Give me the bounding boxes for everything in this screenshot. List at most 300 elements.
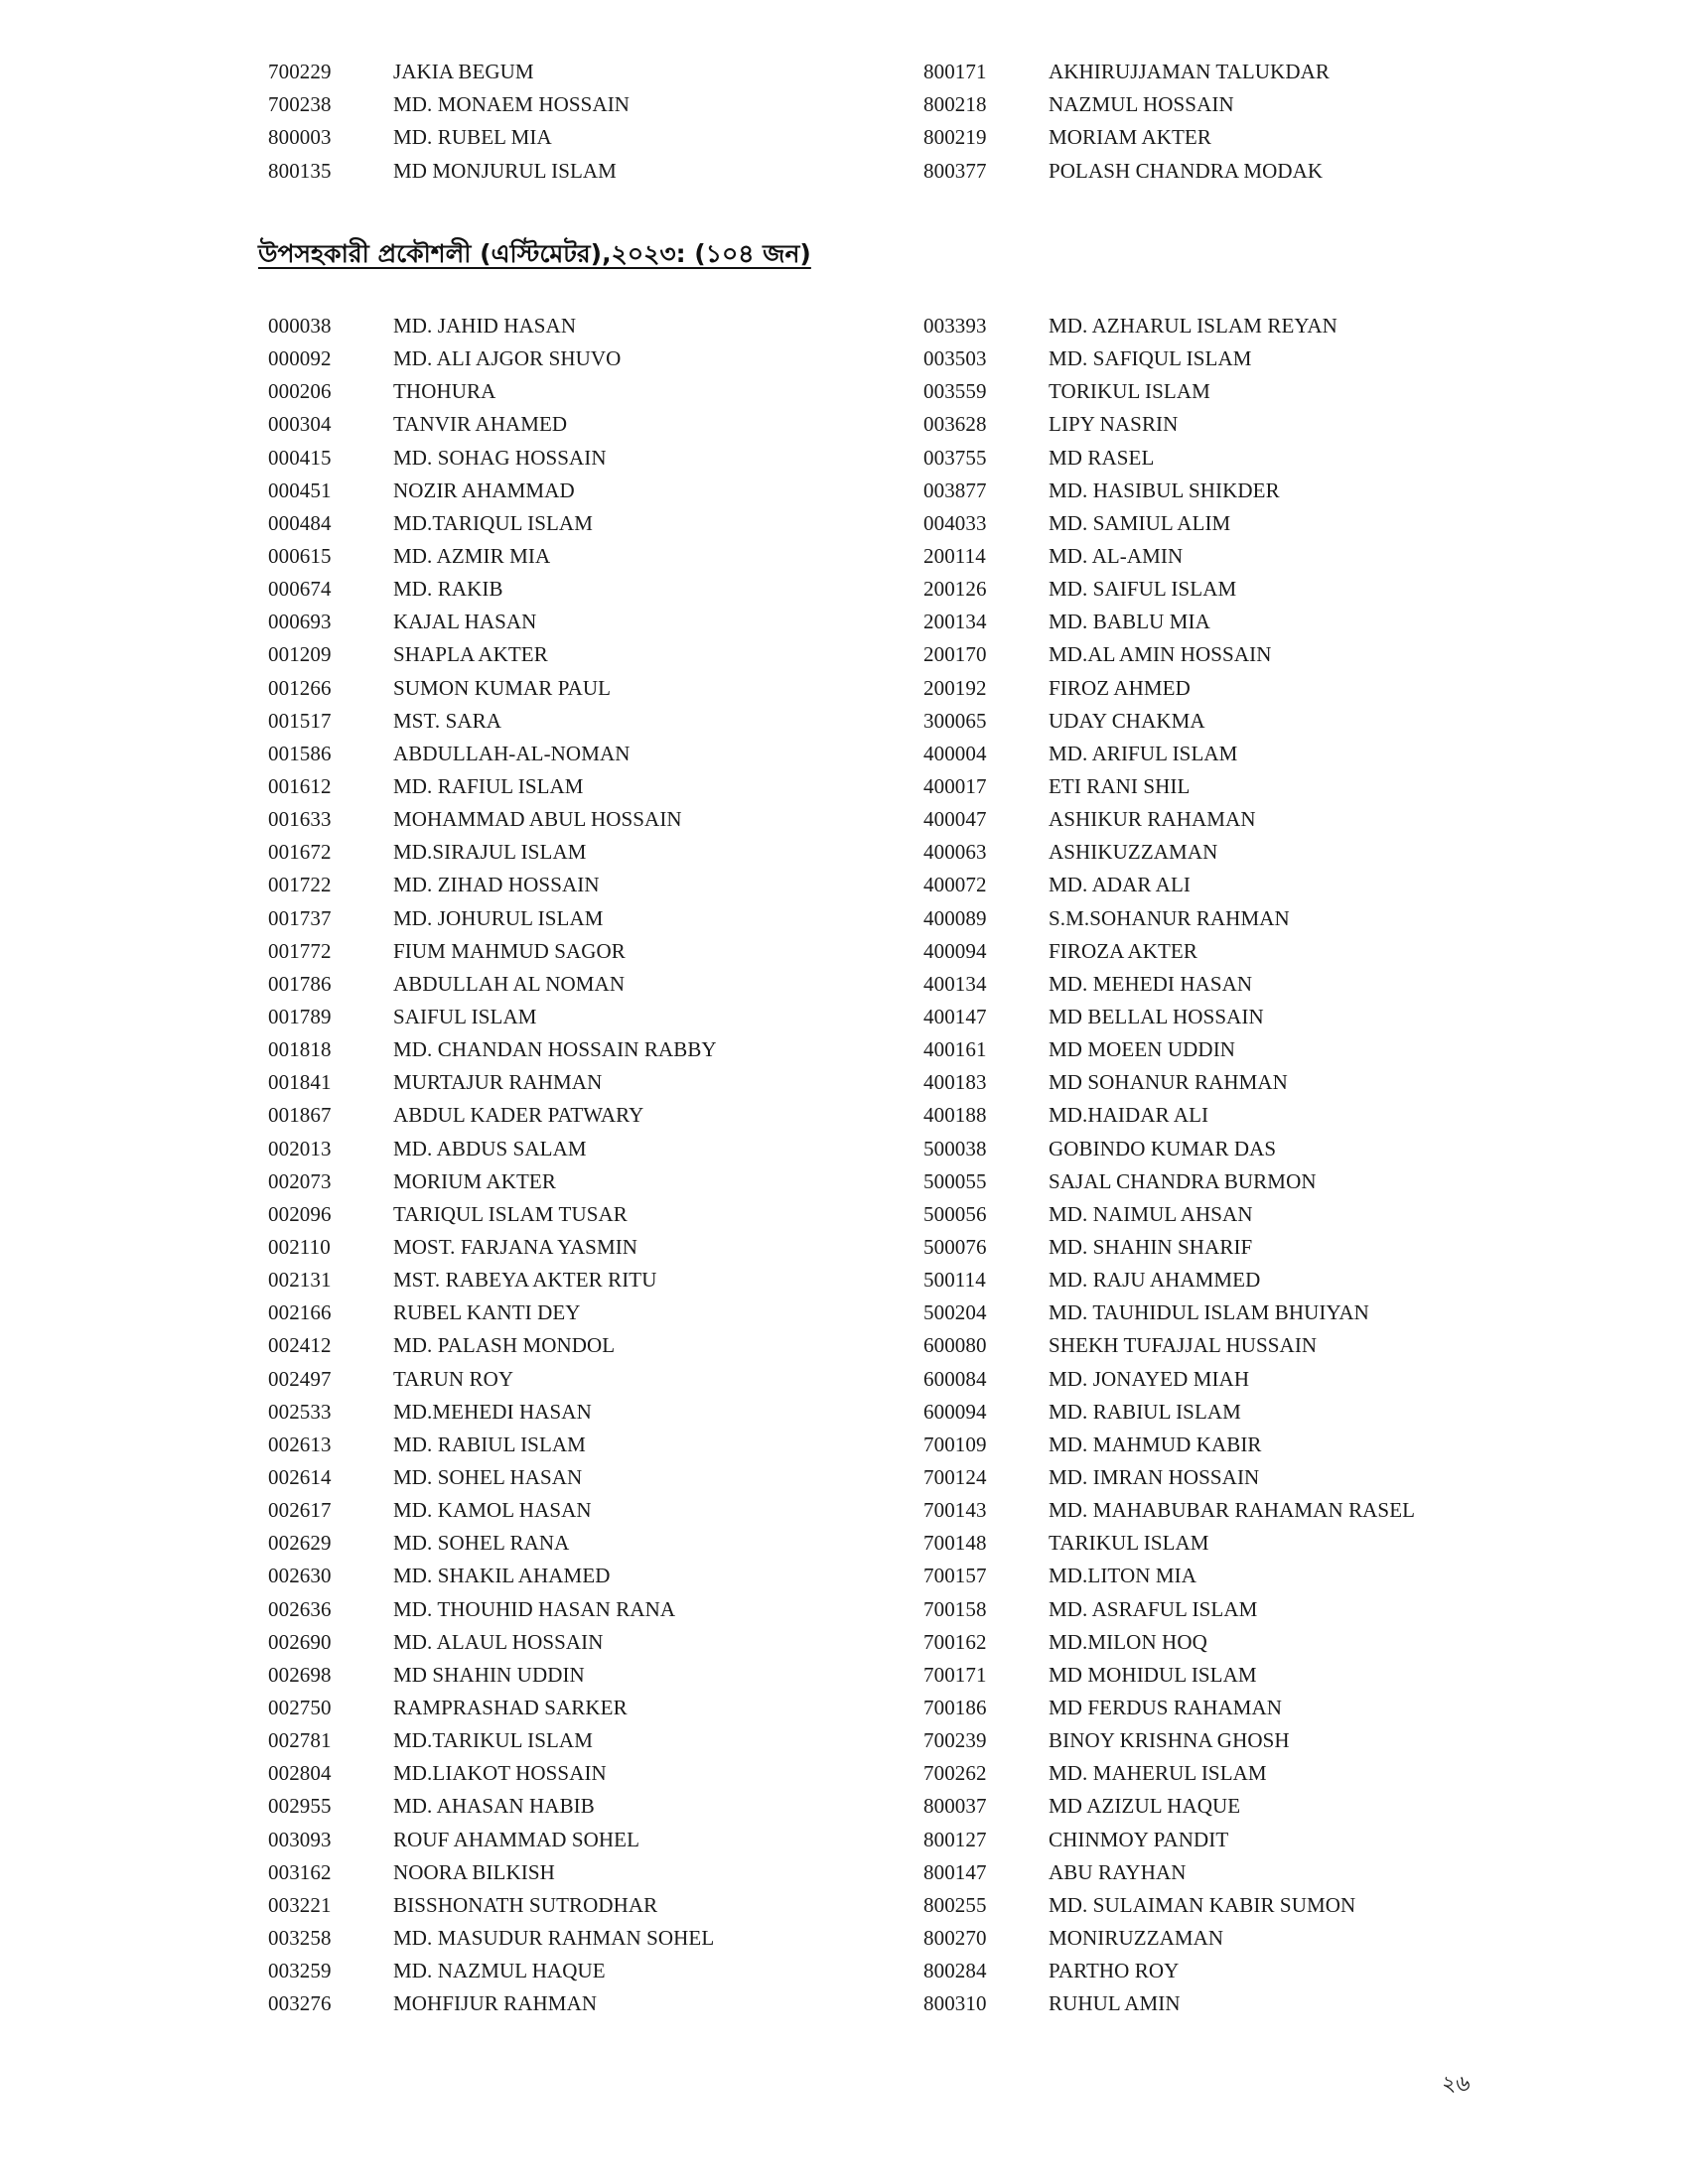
list-item (923, 1396, 1460, 1429)
list-item (268, 1527, 923, 1560)
roll-number: 000674 (268, 577, 332, 602)
roll-number: 400147 (923, 1005, 987, 1029)
candidate-name: NOORA BILKISH (393, 1859, 555, 1884)
list-item (923, 1659, 1460, 1692)
roll-number: 002412 (268, 1333, 332, 1358)
candidate-name: TARIKUL ISLAM (1049, 1531, 1209, 1556)
roll-number: 001633 (268, 807, 332, 832)
roll-number: 002073 (268, 1168, 332, 1193)
list-item (923, 672, 1460, 705)
candidate-name: MD AZIZUL HAQUE (1049, 1794, 1241, 1819)
candidate-name: JAKIA BEGUM (393, 60, 534, 84)
roll-number: 000304 (268, 412, 332, 437)
candidate-name: MD. MASUDUR RAHMAN SOHEL (393, 1925, 715, 1950)
roll-number: 500114 (923, 1268, 986, 1293)
list-item (268, 1033, 923, 1066)
candidate-name: MD. AHASAN HABIB (393, 1794, 595, 1819)
candidate-name: SAJAL CHANDRA BURMON (1049, 1168, 1317, 1193)
roll-number: 400089 (923, 905, 987, 930)
roll-number: 001789 (268, 1005, 332, 1029)
roll-number: 800219 (923, 125, 987, 150)
roll-number: 200134 (923, 610, 987, 634)
roll-number: 001672 (268, 840, 332, 865)
list-item (923, 121, 1460, 154)
roll-number: 200114 (923, 544, 986, 569)
roll-number: 000206 (268, 379, 332, 404)
roll-number: 500056 (923, 1201, 987, 1226)
list-item (268, 1066, 923, 1099)
list-item (268, 507, 923, 540)
list-item (268, 1659, 923, 1692)
candidate-name: FIROZA AKTER (1049, 938, 1197, 963)
roll-number: 002955 (268, 1794, 332, 1819)
list-item (923, 1033, 1460, 1066)
candidate-name: MD. SAFIQUL ISLAM (1049, 346, 1252, 371)
list-item (923, 935, 1460, 968)
roll-number: 200192 (923, 675, 987, 700)
list-item (268, 672, 923, 705)
list-item (923, 1560, 1460, 1592)
candidate-name: MST. RABEYA AKTER RITU (393, 1268, 657, 1293)
candidate-name: KAJAL HASAN (393, 610, 537, 634)
candidate-name: MD SOHANUR RAHMAN (1049, 1070, 1288, 1095)
roll-number: 700148 (923, 1531, 987, 1556)
roll-number: 000615 (268, 544, 332, 569)
list-item (923, 1626, 1460, 1659)
candidate-name: MURTAJUR RAHMAN (393, 1070, 603, 1095)
list-item (923, 507, 1460, 540)
candidate-name: MD. MEHEDI HASAN (1049, 971, 1253, 996)
list-item (923, 1494, 1460, 1527)
candidate-name: MD. PALASH MONDOL (393, 1333, 616, 1358)
roll-number: 700239 (923, 1728, 987, 1753)
list-item (923, 902, 1460, 935)
list-item (268, 1560, 923, 1592)
list-item (268, 902, 923, 935)
list-item (268, 310, 923, 342)
roll-number: 002781 (268, 1728, 332, 1753)
candidate-name: MD. SAIFUL ISLAM (1049, 577, 1237, 602)
roll-number: 800147 (923, 1859, 987, 1884)
candidate-name: GOBINDO KUMAR DAS (1049, 1136, 1277, 1160)
list-item (923, 408, 1460, 441)
list-item (268, 935, 923, 968)
list-item (268, 869, 923, 901)
list-item (268, 375, 923, 408)
candidate-name: MORIUM AKTER (393, 1168, 556, 1193)
candidate-name: MD. HASIBUL SHIKDER (1049, 478, 1280, 502)
list-item (923, 342, 1460, 375)
candidate-name: MD. SULAIMAN KABIR SUMON (1049, 1892, 1356, 1917)
candidate-name: MD.HAIDAR ALI (1049, 1103, 1209, 1128)
list-item (268, 342, 923, 375)
candidate-name: SHAPLA AKTER (393, 642, 548, 667)
roll-number: 003393 (923, 314, 987, 339)
list-column-left (268, 56, 923, 188)
list-item (923, 1790, 1460, 1823)
list-item (923, 738, 1460, 770)
roll-number: 002629 (268, 1531, 332, 1556)
roll-number: 800284 (923, 1959, 987, 1983)
candidate-name: MD.SIRAJUL ISLAM (393, 840, 587, 865)
candidate-name: MD. SOHAG HOSSAIN (393, 445, 607, 470)
roll-number: 002636 (268, 1596, 332, 1621)
list-item (268, 1329, 923, 1362)
candidate-name: BISSHONATH SUTRODHAR (393, 1892, 658, 1917)
candidate-name: MD. ZIHAD HOSSAIN (393, 873, 600, 897)
list-item (268, 803, 923, 836)
roll-number: 003093 (268, 1827, 332, 1851)
list-item (268, 1264, 923, 1297)
list-item (268, 88, 923, 121)
roll-number: 700238 (268, 92, 332, 117)
list-item (923, 1231, 1460, 1264)
candidate-name: MD. RUBEL MIA (393, 125, 552, 150)
candidate-name: MST. SARA (393, 708, 502, 733)
list-item (268, 1724, 923, 1757)
list-item (923, 1297, 1460, 1329)
candidate-name: AKHIRUJJAMAN TALUKDAR (1049, 60, 1330, 84)
list-item (923, 375, 1460, 408)
list-item (923, 705, 1460, 738)
list-item (268, 1297, 923, 1329)
roll-number: 002804 (268, 1761, 332, 1786)
list-item (923, 1363, 1460, 1396)
candidate-name: MD SHAHIN UDDIN (393, 1662, 585, 1687)
candidate-name: MD. THOUHID HASAN RANA (393, 1596, 676, 1621)
candidate-name: MD. JAHID HASAN (393, 314, 577, 339)
candidate-name: LIPY NASRIN (1049, 412, 1179, 437)
list-item (923, 1592, 1460, 1625)
list-item (268, 1790, 923, 1823)
list-item (923, 836, 1460, 869)
candidate-name: MD BELLAL HOSSAIN (1049, 1005, 1264, 1029)
list-item (268, 1592, 923, 1625)
roll-number: 500076 (923, 1235, 987, 1259)
list-item (923, 1856, 1460, 1889)
candidate-name: FIROZ AHMED (1049, 675, 1191, 700)
roll-number: 500055 (923, 1168, 987, 1193)
roll-number: 001737 (268, 905, 332, 930)
list-item (268, 1955, 923, 1987)
candidate-name: MD FERDUS RAHAMAN (1049, 1695, 1283, 1719)
list-item (923, 1527, 1460, 1560)
candidate-name: MD. MAHABUBAR RAHAMAN RASEL (1049, 1498, 1416, 1523)
candidate-name: MD.MILON HOQ (1049, 1629, 1207, 1654)
candidate-name: MOHAMMAD ABUL HOSSAIN (393, 807, 682, 832)
candidate-name: TARIQUL ISLAM TUSAR (393, 1201, 628, 1226)
list-item (923, 1133, 1460, 1165)
candidate-list (268, 310, 1460, 2020)
list-item (268, 442, 923, 475)
candidate-name: RUHUL AMIN (1049, 1991, 1181, 2016)
roll-number: 700262 (923, 1761, 987, 1786)
roll-number: 200170 (923, 642, 987, 667)
roll-number: 700162 (923, 1629, 987, 1654)
candidate-name: MD. NAZMUL HAQUE (393, 1959, 606, 1983)
candidate-name: MD. RABIUL ISLAM (393, 1432, 586, 1456)
candidate-name: MD. AZHARUL ISLAM REYAN (1049, 314, 1337, 339)
list-item (923, 968, 1460, 1001)
roll-number: 003877 (923, 478, 987, 502)
candidate-name: MD. AZMIR MIA (393, 544, 551, 569)
roll-number: 001786 (268, 971, 332, 996)
roll-number: 400047 (923, 807, 987, 832)
candidate-name: MD. TAUHIDUL ISLAM BHUIYAN (1049, 1300, 1369, 1325)
list-item (268, 1494, 923, 1527)
roll-number: 400161 (923, 1037, 987, 1062)
list-item (923, 1264, 1460, 1297)
roll-number: 002617 (268, 1498, 332, 1523)
list-item (923, 88, 1460, 121)
roll-number: 400017 (923, 774, 987, 799)
candidate-name: MD MONJURUL ISLAM (393, 158, 617, 183)
list-item (923, 1889, 1460, 1922)
roll-number: 700109 (923, 1432, 987, 1456)
roll-number: 500204 (923, 1300, 987, 1325)
roll-number: 001266 (268, 675, 332, 700)
list-item (923, 1099, 1460, 1132)
candidate-name: NOZIR AHAMMAD (393, 478, 575, 502)
candidate-name: MD. JONAYED MIAH (1049, 1366, 1250, 1391)
list-item (923, 1757, 1460, 1790)
candidate-name: ABU RAYHAN (1049, 1859, 1187, 1884)
candidate-name: RUBEL KANTI DEY (393, 1300, 581, 1325)
list-item (268, 155, 923, 188)
candidate-name: MD. KAMOL HASAN (393, 1498, 592, 1523)
roll-number: 000415 (268, 445, 332, 470)
list-item (923, 1823, 1460, 1855)
roll-number: 001209 (268, 642, 332, 667)
candidate-name: MD MOHIDUL ISLAM (1049, 1662, 1257, 1687)
candidate-name: MD. IMRAN HOSSAIN (1049, 1464, 1260, 1489)
roll-number: 004033 (923, 510, 987, 535)
list-item (268, 738, 923, 770)
roll-number: 700124 (923, 1464, 987, 1489)
roll-number: 003221 (268, 1892, 332, 1917)
candidate-name: TARUN ROY (393, 1366, 514, 1391)
candidate-name: MD. RAJU AHAMMED (1049, 1268, 1261, 1293)
roll-number: 001517 (268, 708, 332, 733)
list-item (268, 1363, 923, 1396)
roll-number: 000092 (268, 346, 332, 371)
list-item (923, 56, 1460, 88)
roll-number: 600094 (923, 1399, 987, 1424)
list-item (268, 836, 923, 869)
roll-number: 500038 (923, 1136, 987, 1160)
candidate-name: MD. NAIMUL AHSAN (1049, 1201, 1253, 1226)
candidate-name: MD. RABIUL ISLAM (1049, 1399, 1241, 1424)
roll-number: 001612 (268, 774, 332, 799)
candidate-name: TANVIR AHAMED (393, 412, 568, 437)
candidate-name: MD. SOHEL HASAN (393, 1464, 583, 1489)
roll-number: 300065 (923, 708, 987, 733)
candidate-name: RAMPRASHAD SARKER (393, 1695, 628, 1719)
roll-number: 000484 (268, 510, 332, 535)
roll-number: 002497 (268, 1366, 332, 1391)
list-column-right (923, 310, 1460, 2020)
roll-number: 001841 (268, 1070, 332, 1095)
list-item (268, 1987, 923, 2020)
list-item (923, 1429, 1460, 1461)
roll-number: 800218 (923, 92, 987, 117)
candidate-name: MD RASEL (1049, 445, 1155, 470)
candidate-name: UDAY CHAKMA (1049, 708, 1205, 733)
candidate-name: ABDULLAH AL NOMAN (393, 971, 626, 996)
list-item (268, 606, 923, 638)
candidate-name: FIUM MAHMUD SAGOR (393, 938, 626, 963)
roll-number: 200126 (923, 577, 987, 602)
candidate-name: MD.LITON MIA (1049, 1564, 1196, 1588)
candidate-name: SHEKH TUFAJJAL HUSSAIN (1049, 1333, 1318, 1358)
roll-number: 003276 (268, 1991, 332, 2016)
list-item (268, 1396, 923, 1429)
roll-number: 600084 (923, 1366, 987, 1391)
roll-number: 800127 (923, 1827, 987, 1851)
candidate-name: MD. MAHMUD KABIR (1049, 1432, 1262, 1456)
roll-number: 800310 (923, 1991, 987, 2016)
roll-number: 003559 (923, 379, 987, 404)
candidate-name: MD. ABDUS SALAM (393, 1136, 587, 1160)
list-item (268, 1165, 923, 1198)
list-item (923, 1066, 1460, 1099)
candidate-name: MD. AL-AMIN (1049, 544, 1184, 569)
roll-number: 700158 (923, 1596, 987, 1621)
candidate-name: MD. ALI AJGOR SHUVO (393, 346, 622, 371)
list-item (268, 638, 923, 671)
candidate-name: MD. SHAKIL AHAMED (393, 1564, 611, 1588)
list-column-left (268, 310, 923, 2020)
roll-number: 003258 (268, 1925, 332, 1950)
list-item (268, 1889, 923, 1922)
list-item (923, 1329, 1460, 1362)
roll-number: 400063 (923, 840, 987, 865)
candidate-name: MD. CHANDAN HOSSAIN RABBY (393, 1037, 717, 1062)
roll-number: 001586 (268, 741, 332, 765)
candidate-name: MD.LIAKOT HOSSAIN (393, 1761, 607, 1786)
list-item (923, 869, 1460, 901)
previous-section-list (268, 56, 1460, 188)
candidate-name: NAZMUL HOSSAIN (1049, 92, 1234, 117)
roll-number: 600080 (923, 1333, 987, 1358)
candidate-name: ABDULLAH-AL-NOMAN (393, 741, 631, 765)
list-item (268, 475, 923, 507)
roll-number: 700229 (268, 60, 332, 84)
candidate-name: ASHIKUZZAMAN (1049, 840, 1218, 865)
roll-number: 002750 (268, 1695, 332, 1719)
candidate-name: MD. SOHEL RANA (393, 1531, 570, 1556)
candidate-name: MORIAM AKTER (1049, 125, 1211, 150)
list-item (923, 770, 1460, 803)
roll-number: 400004 (923, 741, 987, 765)
list-item (923, 803, 1460, 836)
candidate-name: SUMON KUMAR PAUL (393, 675, 612, 700)
list-item (268, 705, 923, 738)
candidate-name: MD. ADAR ALI (1049, 873, 1191, 897)
candidate-name: MOST. FARJANA YASMIN (393, 1235, 638, 1259)
list-item (268, 1198, 923, 1231)
roll-number: 700186 (923, 1695, 987, 1719)
roll-number: 800003 (268, 125, 332, 150)
roll-number: 003259 (268, 1959, 332, 1983)
roll-number: 700143 (923, 1498, 987, 1523)
list-item (923, 606, 1460, 638)
list-item (268, 408, 923, 441)
list-item (268, 770, 923, 803)
roll-number: 003162 (268, 1859, 332, 1884)
roll-number: 000038 (268, 314, 332, 339)
list-item (268, 1133, 923, 1165)
list-column-right (923, 56, 1460, 188)
list-item (268, 1856, 923, 1889)
roll-number: 700157 (923, 1564, 987, 1588)
candidate-name: MD. JOHURUL ISLAM (393, 905, 604, 930)
roll-number: 003755 (923, 445, 987, 470)
candidate-name: ETI RANI SHIL (1049, 774, 1191, 799)
list-item (268, 1429, 923, 1461)
roll-number: 001772 (268, 938, 332, 963)
roll-number: 003628 (923, 412, 987, 437)
candidate-name: ROUF AHAMMAD SOHEL (393, 1827, 639, 1851)
roll-number: 002131 (268, 1268, 332, 1293)
roll-number: 002013 (268, 1136, 332, 1160)
candidate-name: MD. RAFIUL ISLAM (393, 774, 584, 799)
list-item (268, 1922, 923, 1955)
list-item (923, 1987, 1460, 2020)
list-item (268, 1461, 923, 1494)
roll-number: 700171 (923, 1662, 987, 1687)
roll-number: 000693 (268, 610, 332, 634)
candidate-name: PARTHO ROY (1049, 1959, 1180, 1983)
section-heading: উপসহকারী প্রকৌশলী (এস্টিমেটর),২০২৩: (১০৪ জন) (258, 239, 811, 268)
roll-number: 002110 (268, 1235, 331, 1259)
candidate-name: CHINMOY PANDIT (1049, 1827, 1229, 1851)
roll-number: 000451 (268, 478, 332, 502)
candidate-name: BINOY KRISHNA GHOSH (1049, 1728, 1290, 1753)
roll-number: 002166 (268, 1300, 332, 1325)
candidate-name: MD. ARIFUL ISLAM (1049, 741, 1238, 765)
candidate-name: SAIFUL ISLAM (393, 1005, 537, 1029)
list-item (268, 1823, 923, 1855)
roll-number: 001722 (268, 873, 332, 897)
list-item (268, 968, 923, 1001)
page-number: ২৬ (1442, 2072, 1471, 2097)
candidate-name: MD.TARIQUL ISLAM (393, 510, 593, 535)
candidate-name: TORIKUL ISLAM (1049, 379, 1210, 404)
candidate-name: MD.AL AMIN HOSSAIN (1049, 642, 1272, 667)
candidate-name: MD MOEEN UDDIN (1049, 1037, 1236, 1062)
candidate-name: MD. ALAUL HOSSAIN (393, 1629, 604, 1654)
list-item (923, 1692, 1460, 1724)
list-item (923, 540, 1460, 573)
list-item (268, 1757, 923, 1790)
list-item (268, 573, 923, 606)
candidate-name: ABDUL KADER PATWARY (393, 1103, 644, 1128)
roll-number: 002698 (268, 1662, 332, 1687)
candidate-name: THOHURA (393, 379, 496, 404)
list-item (923, 155, 1460, 188)
candidate-name: MD. SHAHIN SHARIF (1049, 1235, 1253, 1259)
roll-number: 003503 (923, 346, 987, 371)
list-item (923, 1724, 1460, 1757)
roll-number: 002630 (268, 1564, 332, 1588)
roll-number: 001818 (268, 1037, 332, 1062)
roll-number: 800255 (923, 1892, 987, 1917)
roll-number: 400072 (923, 873, 987, 897)
list-item (268, 540, 923, 573)
roll-number: 002614 (268, 1464, 332, 1489)
candidate-name: S.M.SOHANUR RAHMAN (1049, 905, 1290, 930)
